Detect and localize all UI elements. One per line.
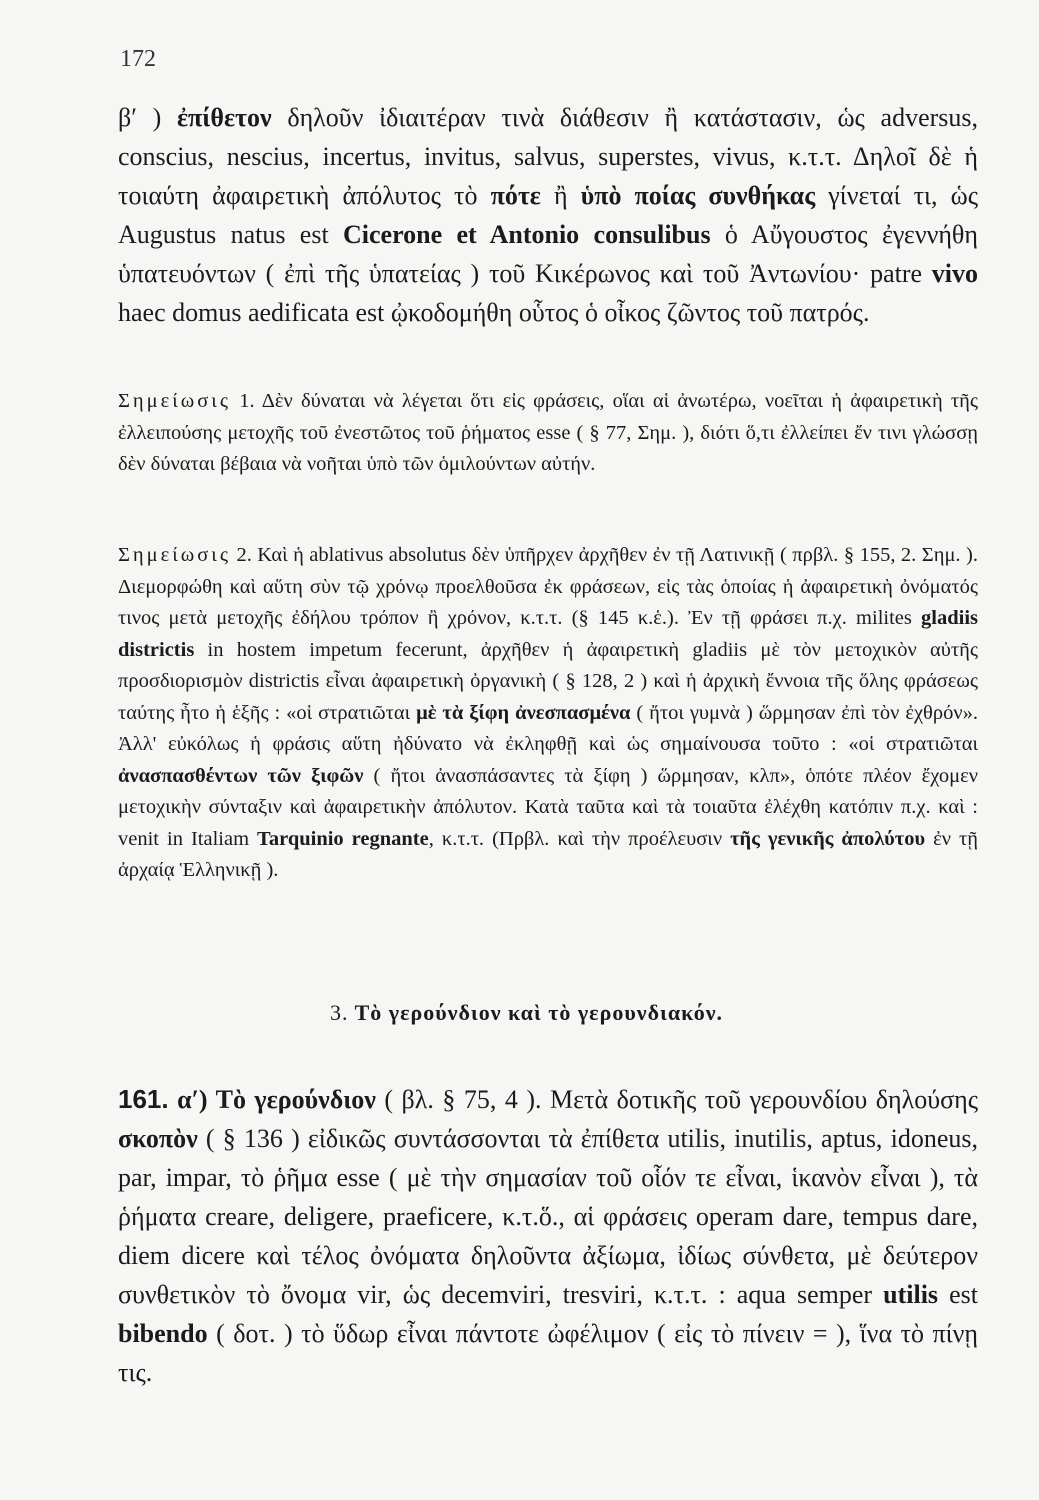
- note-1: [118, 386, 978, 481]
- paragraph-text: 161. α′) Τὸ γερούνδιον ( βλ. § 75, 4 ). Μετὰ δοτικῆς τοῦ γερουνδίου δηλούσης σκοπὸν ( § 136 ) εἰδικῶς συντάσσονται τὰ ἐπίθετα utilis, inutilis, aptus, idoneus, par, impar, τὸ ῥῆμα esse ( μὲ τὴν σημασίαν τοῦ οἷόν τε εἶναι, ἱκανὸν εἶναι ), τὰ ῥήματα creare, deligere, praeficere, κ.τ.ὅ., αἱ φράσεις operam dare, tempus dare, diem dicere καὶ τέλος ὀνόματα δηλοῦντα ἀξίωμα, ἰδίως σύνθετα, μὲ δεύτερον συνθετικὸν τὸ ὄνομα vir, ὡς decemviri, tresviri, κ.τ.τ. : aqua semper utilis est bibendo ( δοτ. ) τὸ ὕδωρ εἶναι πάντοτε ὠφέλιμον ( εἰς τὸ πίνειν = ), ἵνα τὸ πίνῃ τις.: [118, 1084, 979, 1387]
- term-epitheton: ἐπίθετον: [176, 103, 272, 132]
- section-heading: 3. Τὸ γερούνδιον καὶ τὸ γερουνδιακόν.: [330, 1000, 724, 1025]
- paragraph-161: [118, 1080, 978, 1392]
- paragraph-text: β′ ) ἐπίθετον δηλοῦν ἰδιαιτέραν τινὰ διάθεσιν ἢ κατάστασιν, ὡς adversus, conscius, nescius, incertus, invitus, salvus, superstes, vivus, κ.τ.τ. Δηλοῖ δὲ ἡ τοιαύτη ἀφαιρετικὴ ἀπόλυτος τὸ πότε ἢ ὑπὸ ποίας συνθήκας γίνεταί τι, ὡς Augustus natus est Cicerone et Antonio consulibus ὁ Αὔγουστος ἐγεννήθη ὑπατευόντων ( ἐπὶ τῆς ὑπατείας ) τοῦ Κικέρωνος καὶ τοῦ Ἀντωνίου· patre vivo haec domus aedificata est ᾠκοδομήθη οὗτος ὁ οἶκος ζῶντος τοῦ πατρός.: [118, 103, 979, 327]
- paragraph-epitheton: [118, 98, 978, 332]
- note-label: Σημείωσις: [118, 544, 231, 566]
- section-number: 161.: [118, 1084, 169, 1114]
- note-2: [118, 540, 978, 887]
- section-label: α′) Τὸ γερούνδιον: [168, 1085, 376, 1114]
- note-text: Σημείωσις 1. Δὲν δύναται νὰ λέγεται ὅτι εἰς φράσεις, οἵαι αἱ ἀνωτέρω, νοεῖται ἡ ἀφαιρετικὴ τῆς ἐλλειπούσης μετοχῆς τοῦ ἐνεστῶτος τοῦ ῥήματος esse ( § 77, Σημ. ), διότι ὅ,τι ἐλλείπει ἔν τινι γλώσσῃ δὲν δύναται βέβαια νὰ νοῆται ὑπὸ τῶν ὁμιλούντων αὐτήν.: [118, 390, 978, 475]
- page-number: 172: [120, 46, 156, 72]
- note-label: Σημείωσις: [118, 390, 231, 412]
- note-text: Σημείωσις 2. Καὶ ἡ ablativus absolutus δὲν ὑπῆρχεν ἀρχῆθεν ἐν τῇ Λατινικῇ ( πρβλ. § 155, 2. Σημ. ). Διεμορφώθη καὶ αὕτη σὺν τῷ χρόνῳ προελθοῦσα ἐκ φράσεων, εἰς τὰς ὁποίας ἡ ἀφαιρετικὴ ὀνόματός τινος μετὰ μετοχῆς ἐδήλου τρόπον ἢ χρόνον, κ.τ.τ. (§ 145 κ.ἑ.). Ἐν τῇ φράσει π.χ. milites gladiis districtis in hostem impetum fecerunt, ἀρχῆθεν ἡ ἀφαιρετικὴ gladiis μὲ τὸν μετοχικὸν αὐτῆς προσδιορισμὸν districtis εἶναι ἀφαιρετικὴ ὀργανικὴ ( § 128, 2 ) καὶ ἡ ἀρχικὴ ἔννοια τῆς ὅλης φράσεως ταύτης ἦτο ἡ ἑξῆς : «οἱ στρατιῶται μὲ τὰ ξίφη ἀνεσπασμένα ( ἤτοι γυμνὰ ) ὥρμησαν ἐπὶ τὸν ἐχθρόν». Ἀλλ' εὐκόλως ἡ φράσις αὕτη ἠδύνατο νὰ ἐκληφθῇ καὶ ὡς σημαίνουσα τοῦτο : «οἱ στρατιῶται ἀνασπασθέντων τῶν ξιφῶν ( ἤτοι ἀνασπάσαντες τὰ ξίφη ) ὥρμησαν, κλπ», ὁπότε πλέον ἔχομεν μετοχικὴν σύνταξιν καὶ ἀφαιρετικὴν ἀπόλυτον. Κατὰ ταῦτα καὶ τὰ τοιαῦτα ἐλέχθη κατόπιν π.χ. καὶ : venit in Italiam Tarquinio regnante, κ.τ.τ. (Πρβλ. καὶ τὴν προέλευσιν τῆς γενικῆς ἀπολύτου ἐν τῇ ἀρχαίᾳ Ἑλληνικῇ ).: [118, 544, 978, 881]
